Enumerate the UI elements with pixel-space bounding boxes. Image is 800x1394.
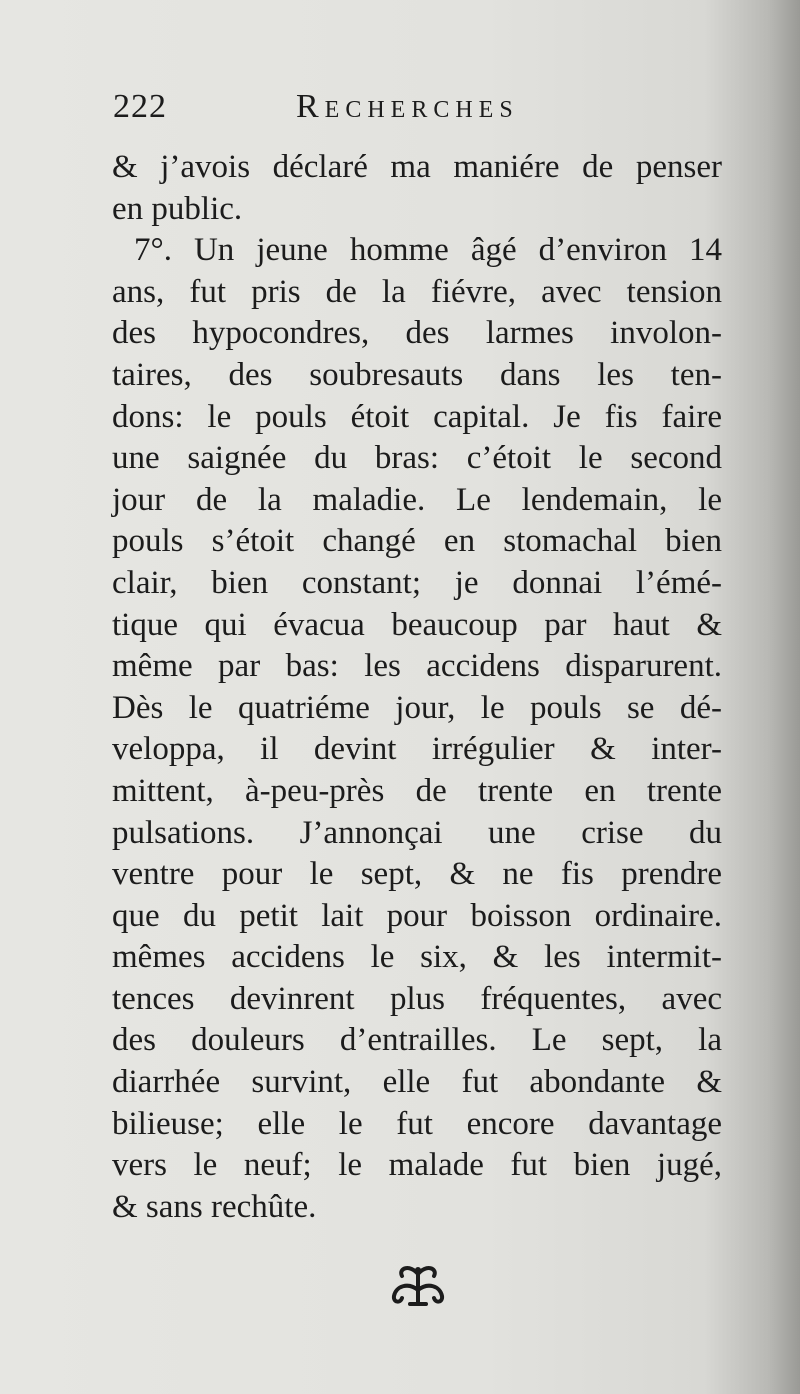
text-line: vers le neuf; le malade fut bien jugé, (112, 1147, 722, 1184)
text-line: une saignée du bras: c’étoit le second (112, 440, 722, 477)
running-title: Recherches (296, 88, 519, 125)
text-line: 7°. Un jeune homme âgé d’environ 14 (134, 232, 722, 269)
text-line: tences devinrent plus fréquentes, avec (112, 980, 722, 1017)
text-line: pulsations. J’annonçai une crise du (112, 814, 722, 851)
text-line: ans, fut pris de la fiévre, avec tension (112, 273, 722, 310)
text-line: dons: le pouls étoit capital. Je fis faire (112, 398, 722, 435)
text-line: des hypocondres, des larmes involon- (112, 315, 722, 352)
fleuron-ornament-icon (388, 1260, 448, 1310)
text-line: & sans rechûte. (112, 1188, 317, 1225)
text-line: clair, bien constant; je donnai l’émé- (112, 564, 722, 601)
text-line: Dès le quatriéme jour, le pouls se dé- (112, 689, 722, 726)
page-number: 222 (113, 88, 167, 125)
text-line: même par bas: les accidens disparurent. (112, 648, 722, 685)
text-line: jour de la maladie. Le lendemain, le (112, 481, 722, 518)
text-line: mittent, à-peu-près de trente en trente (112, 772, 722, 809)
text-line: ventre pour le sept, & ne fis prendre (112, 856, 722, 893)
text-line: veloppa, il devint irrégulier & inter- (112, 731, 722, 768)
text-line: des douleurs d’entrailles. Le sept, la (112, 1022, 722, 1059)
text-line: taires, des soubresauts dans les ten- (112, 356, 722, 393)
text-line: pouls s’étoit changé en stomachal bien (112, 523, 722, 560)
text-line: tique qui évacua beaucoup par haut & (112, 606, 722, 643)
text-line: diarrhée survint, elle fut abondante & (112, 1064, 722, 1101)
text-line: mêmes accidens le six, & les intermit- (112, 939, 722, 976)
text-line: que du petit lait pour boisson ordinaire. (112, 897, 722, 934)
body-text (112, 147, 722, 1228)
text-line: bilieuse; elle le fut encore davantage (112, 1105, 722, 1142)
page-header (113, 88, 583, 136)
text-line: en public. (112, 190, 243, 227)
text-line: & j’avois déclaré ma maniére de penser (112, 149, 722, 185)
